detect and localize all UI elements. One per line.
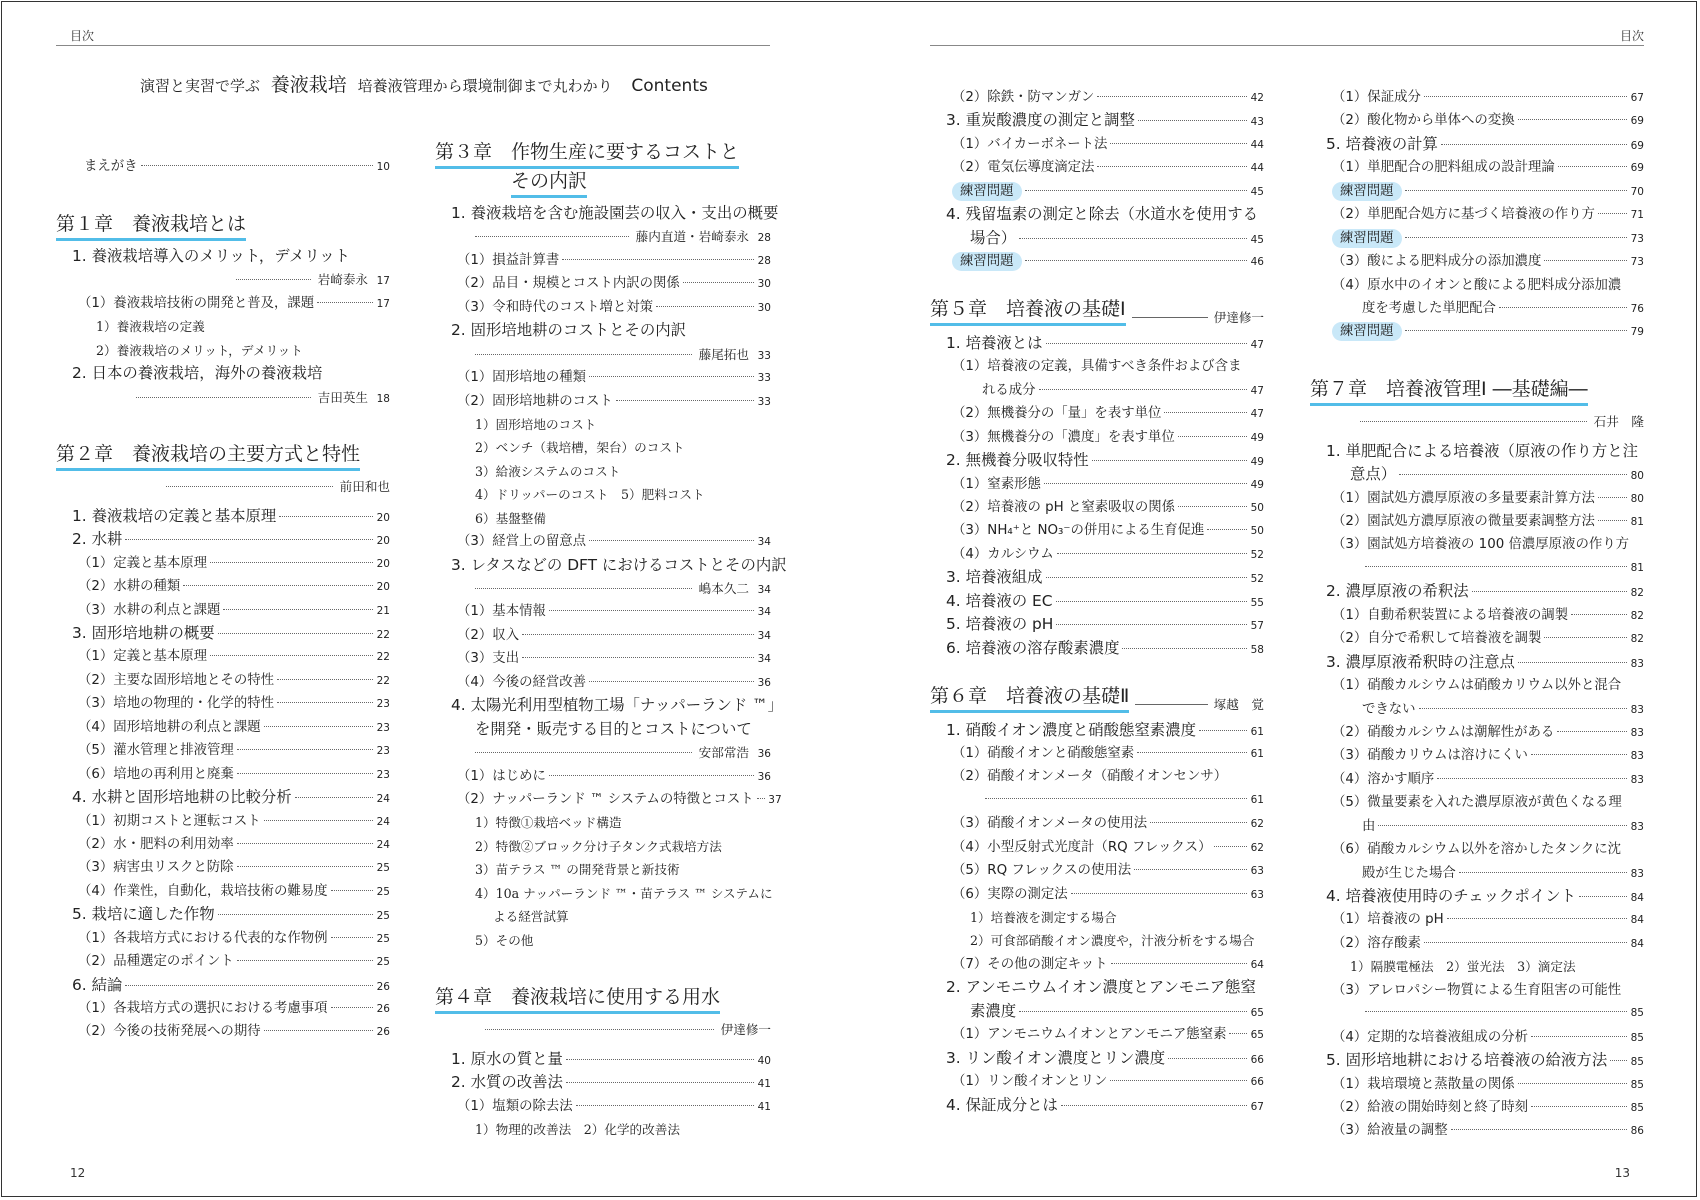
toc-entry[interactable]: （2）品目・規模とコスト内訳の関係 30 xyxy=(457,276,771,292)
toc-entry[interactable]: （2）硝酸カルシウムは潮解性がある 83 xyxy=(1332,724,1644,740)
toc-entry[interactable]: 1）隔膜電極法 2）蛍光法 3）滴定法 xyxy=(1350,959,1576,975)
right-page-number: 13 xyxy=(1614,1166,1630,1180)
toc-entry[interactable]: 4. 保証成分とは 67 xyxy=(946,1095,1264,1114)
toc-entry[interactable]: （3）硝酸カリウムは溶けにくい 83 xyxy=(1332,748,1644,764)
toc-entry[interactable]: （4）原水中のイオンと酸による肥料成分添加濃 xyxy=(1332,277,1622,293)
toc-entry[interactable]: 4. 水耕と固形培地耕の比較分析 24 xyxy=(72,788,390,807)
toc-author-line: 藤内直道・岩崎泰永 28 xyxy=(435,225,771,248)
exercise-entry[interactable]: 練習問題 79 xyxy=(1310,320,1644,343)
toc-entry[interactable]: （1）リン酸イオンとリン 66 xyxy=(952,1074,1264,1090)
toc-entry[interactable]: （1）塩類の除去法 41 xyxy=(457,1098,771,1114)
toc-entry[interactable]: 1）培養液を測定する場合 xyxy=(970,910,1117,925)
toc-entry[interactable]: 4）10a ナッパーランド ™・苗テラス ™ システムに xyxy=(475,885,773,901)
toc-entry[interactable]: 6. 結論 26 xyxy=(72,975,390,994)
toc-entry[interactable]: 3. リン酸イオン濃度とリン濃度 66 xyxy=(946,1048,1264,1067)
toc-entry[interactable]: （6）培地の再利用と廃棄 23 xyxy=(78,766,390,782)
toc-entry[interactable]: 6）基盤整備 xyxy=(475,510,546,526)
chapter-7-entries xyxy=(1310,440,1644,1143)
chapter-2-author: 前田和也 xyxy=(56,475,390,498)
toc-entry[interactable]: 1. 養液栽培導入のメリット，デメリット xyxy=(72,246,350,265)
toc-entry[interactable]: （2）単肥配合処方に基づく培養液の作り方 71 xyxy=(1332,207,1644,223)
toc-author-line: 岩崎泰永 17 xyxy=(56,268,390,291)
chapter-1-entries xyxy=(56,245,390,409)
toc-author-line: 藤尾拓也 33 xyxy=(435,343,771,366)
toc-entry[interactable]: （1）窒素形態 49 xyxy=(952,476,1264,492)
toc-entry[interactable]: 4. 培養液使用時のチェックポイント 84 xyxy=(1326,887,1644,905)
toc-entry[interactable]: （2）溶存酸素 84 xyxy=(1332,935,1644,951)
toc-entry[interactable]: （2）自分で希釈して培養液を調製 82 xyxy=(1332,631,1644,647)
toc-entry[interactable]: （2）今後の技術発展への期待 26 xyxy=(78,1024,390,1040)
exercise-entry[interactable]: 練習問題 70 xyxy=(1310,180,1644,203)
chapter-3-heading[interactable]: 第３章 作物生産に要するコストと その内訳 xyxy=(435,140,771,198)
toc-entry[interactable]: （1）園試処方濃厚原液の多量要素計算方法 80 xyxy=(1332,490,1644,506)
toc-entry[interactable]: （1）定義と基本原理 20 xyxy=(78,555,390,571)
chapter-2-heading[interactable]: 第２章 養液栽培の主要方式と特性 xyxy=(56,442,390,471)
toc-entry[interactable]: 1. 養液栽培を含む施設園芸の収入・支出の概要 xyxy=(451,204,779,222)
toc-entry[interactable]: 度を考慮した単肥配合 76 xyxy=(1362,300,1644,316)
exercise-entry[interactable]: 練習問題 46 xyxy=(930,250,1264,273)
toc-entry[interactable]: 2. 固形培地耕のコストとその内訳 xyxy=(451,321,687,340)
toc-entry[interactable]: 6. 培養液の溶存酸素濃度 58 xyxy=(946,638,1264,657)
toc-entry[interactable]: 4）ドリッパーのコスト 5）肥料コスト xyxy=(475,487,705,503)
toc-entry[interactable]: （1）固形培地の種類 33 xyxy=(457,370,771,386)
toc-entry[interactable]: 殿が生じた場合 83 xyxy=(1362,865,1644,881)
toc-entry[interactable]: （3）病害虫リスクと防除 25 xyxy=(78,860,390,876)
toc-entry[interactable]: （2）品種選定のポイント 25 xyxy=(78,954,390,970)
toc-entry[interactable]: 5）その他 xyxy=(475,932,534,948)
toc-entry[interactable]: （2）水・肥料の利用効率 24 xyxy=(78,836,390,852)
chapter-6-heading-line xyxy=(930,684,1264,713)
toc-entry[interactable]: 61 xyxy=(930,789,1264,812)
left-header-rule xyxy=(56,45,770,46)
toc-entry[interactable]: （4）カルシウム 52 xyxy=(952,546,1264,562)
toc-entry[interactable]: （4）今後の経営改善 36 xyxy=(457,674,771,690)
toc-entry[interactable]: れる成分 47 xyxy=(982,382,1264,398)
toc-entry[interactable]: （4）溶かす順序 83 xyxy=(1332,771,1644,787)
toc-entry[interactable]: （3）支出 34 xyxy=(457,651,771,667)
toc-entry[interactable]: （2）ナッパーランド ™ システムの特徴とコスト 37 xyxy=(457,791,782,807)
toc-entry[interactable]: （1）はじめに 36 xyxy=(457,768,771,784)
toc-entry[interactable]: （4）固形培地耕の利点と課題 23 xyxy=(78,719,390,735)
toc-entry[interactable]: 1）物理的改善法 2）化学的改善法 xyxy=(475,1122,680,1138)
toc-entry[interactable]: （3）園試処方培養液の 100 倍濃厚原液の作り方 xyxy=(1332,537,1630,553)
toc-entry[interactable]: （1）培養液の定義，具備すべき条件および含ま xyxy=(952,359,1242,375)
toc-entry[interactable]: （1）アンモニウムイオンとアンモニア態窒素 65 xyxy=(952,1027,1264,1043)
toc-entry[interactable]: （2）硝酸イオンメータ（硝酸イオンセンサ） xyxy=(952,769,1228,785)
toc-entry[interactable]: （2）給液の開始時刻と終了時刻 85 xyxy=(1332,1099,1644,1115)
toc-entry[interactable]: できない 83 xyxy=(1362,701,1644,717)
toc-entry[interactable]: 2）ベンチ（栽培槽，架台）のコスト xyxy=(475,440,685,456)
toc-entry[interactable]: 3. 固形培地耕の概要 22 xyxy=(72,624,390,642)
toc-entry[interactable]: （4）作業性，自動化，栽培技術の難易度 25 xyxy=(78,883,390,899)
toc-entry[interactable]: （2）酸化物から単体への変換 69 xyxy=(1332,113,1644,129)
toc-entry[interactable]: （1）硝酸カルシウムは硝酸カリウム以外と混合 xyxy=(1332,678,1622,694)
toc-entry[interactable]: （3）硝酸イオンメータの使用法 62 xyxy=(952,816,1264,832)
toc-column-2 xyxy=(435,140,787,1142)
chapter-5-heading[interactable]: 第５章 培養液の基礎Ⅰ xyxy=(930,297,1126,326)
toc-entry[interactable]: 3. 重炭酸濃度の測定と調整 43 xyxy=(946,111,1264,130)
right-header-rule xyxy=(930,45,1644,46)
chapter-5-entries xyxy=(930,332,1264,660)
toc-entry[interactable]: 2. 無機養分吸収特性 49 xyxy=(946,451,1264,470)
toc-entry[interactable]: 場合） 45 xyxy=(970,228,1264,247)
toc-entry[interactable]: （3）アレロパシー物質による生育阻害の可能性 xyxy=(1332,982,1622,998)
toc-entry[interactable]: （1）養液栽培技術の開発と普及，課題 17 xyxy=(78,295,390,311)
toc-author-line: 安部常浩 36 xyxy=(435,741,771,764)
toc-entry[interactable]: 4. 太陽光利用型植物工場「ナッパーランド ™」 xyxy=(451,696,783,715)
toc-entry[interactable]: 1）養液栽培の定義 xyxy=(96,319,205,335)
chapter-3-entries xyxy=(435,202,787,952)
toc-entry[interactable]: （3）水耕の利点と課題 21 xyxy=(78,602,390,618)
chapter-6-continued-entries xyxy=(1310,86,1644,344)
right-running-header: 目次 xyxy=(1619,29,1644,43)
toc-entry[interactable]: 5. 培養液の計算 69 xyxy=(1326,134,1644,153)
toc-entry[interactable]: （5）RQ フレックスの使用法 63 xyxy=(952,863,1264,879)
exercise-entry[interactable]: 練習問題 73 xyxy=(1310,227,1644,250)
toc-entry[interactable]: （3）酸による肥料成分の添加濃度 73 xyxy=(1332,254,1644,270)
toc-entry[interactable]: （1）初期コストと運転コスト 24 xyxy=(78,813,390,829)
toc-entry[interactable]: 3）給液システムのコスト xyxy=(475,463,621,479)
toc-entry[interactable]: 2. アンモニウムイオン濃度とアンモニア態窒 xyxy=(946,978,1256,997)
toc-entry[interactable]: （5）灌水管理と排液管理 23 xyxy=(78,743,390,759)
toc-entry[interactable]: （3）経営上の留意点 34 xyxy=(457,534,771,550)
chapter-4-heading[interactable]: 第４章 養液栽培に使用する用水 xyxy=(435,985,771,1014)
toc-entry[interactable]: （2）主要な固形培地とその特性 22 xyxy=(78,672,390,688)
exercise-entry[interactable]: 練習問題 45 xyxy=(930,180,1264,203)
toc-entry[interactable]: 2）養液栽培のメリット，デメリット xyxy=(96,342,303,358)
left-page-number: 12 xyxy=(70,1166,86,1180)
toc-entry[interactable]: （1）損益計算書 28 xyxy=(457,252,771,268)
toc-entry[interactable]: 1）特徴①栽培ベッド構造 xyxy=(475,815,622,831)
toc-entry[interactable]: （7）その他の測定キット 64 xyxy=(952,956,1264,972)
toc-entry[interactable]: 1. 養液栽培の定義と基本原理 20 xyxy=(72,506,390,525)
toc-entry[interactable]: （1）自動希釈装置による培養液の調製 82 xyxy=(1332,607,1644,623)
toc-entry[interactable]: 2. 日本の養液栽培，海外の養液栽培 xyxy=(72,364,323,383)
chapter-7-author: 石井 隆 xyxy=(1310,410,1644,433)
toc-entry[interactable]: 2. 水耕 20 xyxy=(72,530,390,549)
toc-entry[interactable]: （2）水耕の種類 20 xyxy=(78,579,390,595)
left-running-header: 目次 xyxy=(70,29,95,43)
toc-entry[interactable]: 5. 栽培に適した作物 25 xyxy=(72,905,390,924)
right-page xyxy=(850,0,1700,1200)
toc-entry[interactable]: （6）実際の測定法 63 xyxy=(952,886,1264,902)
toc-entry[interactable]: （3）令和時代のコスト増と対策 30 xyxy=(457,299,771,315)
chapter-6-heading[interactable]: 第６章 培養液の基礎Ⅱ xyxy=(930,684,1129,713)
chapter-5-author: 伊達修一 xyxy=(1213,309,1264,325)
toc-entry[interactable]: 1. 硝酸イオン濃度と硝酸態窒素濃度 61 xyxy=(946,720,1264,739)
toc-entry[interactable]: 2）特徴②ブロック分け子タンク式栽培方法 xyxy=(475,838,722,854)
toc-entry[interactable]: （2）固形培地耕のコスト 33 xyxy=(457,393,771,409)
toc-entry[interactable]: （2）収入 34 xyxy=(457,627,771,643)
toc-entry[interactable]: （1）各栽培方式における代表的な作物例 25 xyxy=(78,930,390,946)
toc-entry[interactable]: （3）無機養分の「濃度」を表す単位 49 xyxy=(952,429,1264,445)
chapter-7-heading[interactable]: 第７章 培養液管理Ⅰ ―基礎編― xyxy=(1310,377,1644,406)
toc-entry[interactable]: 3. 濃厚原液希釈時の注意点 83 xyxy=(1326,652,1644,671)
toc-entry[interactable]: 意点） 80 xyxy=(1350,465,1644,484)
chapter-2-entries xyxy=(56,505,390,1044)
toc-entry[interactable]: 由 83 xyxy=(1362,818,1644,834)
toc-entry[interactable]: （1）栽培環境と蒸散量の関係 85 xyxy=(1332,1076,1644,1092)
toc-entry[interactable]: （1）バイカーボネート法 44 xyxy=(952,136,1264,152)
toc-entry[interactable]: （1）保証成分 67 xyxy=(1332,90,1644,105)
toc-entry[interactable]: （1）各栽培方式の選択における考慮事項 26 xyxy=(78,1001,390,1016)
toc-entry[interactable]: （2）除鉄・防マンガン 42 xyxy=(952,90,1264,105)
toc-entry[interactable]: （5）微量要素を入れた濃厚原液が黄色くなる理 xyxy=(1332,795,1622,811)
toc-column-3 xyxy=(930,86,1264,1117)
toc-entry[interactable]: 2）可食部硝酸イオン濃度や，汁液分析をする場合 xyxy=(970,933,1255,949)
toc-entry[interactable]: 1. 単肥配合による培養液（原液の作り方と注 xyxy=(1326,441,1638,460)
chapter-6-entries xyxy=(930,719,1264,1117)
chapter-4-continued-entries xyxy=(930,86,1264,274)
toc-entry[interactable]: （3）NH₄⁺と NO₃⁻の併用による生育促進 50 xyxy=(952,523,1264,539)
toc-author-line: 嶋本久二 34 xyxy=(435,577,771,600)
toc-entry[interactable]: 5. 固形培地耕における培養液の給液方法 85 xyxy=(1326,1051,1644,1070)
toc-entry[interactable]: （1）基本情報 34 xyxy=(457,604,771,620)
toc-entry[interactable]: 1）固形培地のコスト xyxy=(475,416,597,432)
toc-entry[interactable]: （1）硝酸イオンと硝酸態窒素 61 xyxy=(952,745,1264,761)
toc-entry[interactable]: 4. 培養液の EC 55 xyxy=(946,591,1264,610)
toc-entry[interactable]: 85 xyxy=(1310,1002,1644,1025)
toc-entry[interactable]: （1）培養液の pH 84 xyxy=(1332,912,1644,928)
toc-author-line: 吉田英生 18 xyxy=(56,386,390,409)
toc-entry[interactable]: 2. 水質の改善法 41 xyxy=(451,1073,771,1092)
toc-entry[interactable]: 3. 培養液組成 52 xyxy=(946,568,1264,587)
title-prefix: 演習と実習で学ぶ xyxy=(140,77,261,95)
toc-entry[interactable]: （2）培養液の pH と窒素吸収の関係 50 xyxy=(952,500,1264,515)
title-english: Contents xyxy=(631,76,708,96)
chapter-4-author: 伊達修一 xyxy=(435,1018,771,1041)
toc-entry[interactable]: （1）単肥配合の肥料組成の設計理論 69 xyxy=(1332,160,1644,176)
toc-entry[interactable]: 81 xyxy=(1310,557,1644,580)
chapter-5-heading-line xyxy=(930,297,1264,326)
toc-entry[interactable]: を開発・販売する目的とコストについて xyxy=(475,719,752,738)
toc-entry[interactable]: 5. 培養液の pH 57 xyxy=(946,615,1264,634)
toc-entry[interactable]: （3）培地の物理的・化学的特性 23 xyxy=(78,696,390,712)
toc-entry[interactable]: 1. 原水の質と量 40 xyxy=(451,1049,771,1068)
title-subtitle: 培養液管理から環境制御まで丸わかり xyxy=(357,77,613,95)
toc-entry-preface[interactable]: まえがき 10 xyxy=(84,159,390,174)
toc-entry[interactable]: （4）定期的な培養液組成の分析 85 xyxy=(1332,1029,1644,1045)
toc-entry[interactable]: （1）定義と基本原理 22 xyxy=(78,649,390,665)
chapter-4-entries xyxy=(435,1048,771,1142)
toc-entry[interactable]: 1. 培養液とは 47 xyxy=(946,333,1264,352)
toc-column-4 xyxy=(1310,86,1644,1143)
toc-entry[interactable]: （3）給液量の調整 86 xyxy=(1332,1123,1644,1139)
toc-entry[interactable]: 3. レタスなどの DFT におけるコストとその内訳 xyxy=(451,555,787,574)
toc-entry[interactable]: （2）無機養分の「量」を表す単位 47 xyxy=(952,406,1264,422)
chapter-1-heading[interactable]: 第１章 養液栽培とは xyxy=(56,212,390,241)
chapter-6-author: 塚越 覚 xyxy=(1213,696,1264,712)
toc-entry[interactable]: （2）電気伝導度滴定法 44 xyxy=(952,160,1264,176)
toc-entry[interactable]: （4）小型反射式光度計（RQ フレックス） 62 xyxy=(952,839,1264,855)
toc-entry[interactable]: （2）園試処方濃厚原液の微量要素調整方法 81 xyxy=(1332,514,1644,529)
toc-entry[interactable]: 素濃度 65 xyxy=(970,1001,1264,1020)
toc-entry[interactable]: （6）硝酸カルシウム以外を溶かしたタンクに沈 xyxy=(1332,842,1621,858)
toc-entry[interactable]: 4. 残留塩素の測定と除去（水道水を使用する xyxy=(946,205,1258,224)
toc-column-1 xyxy=(56,155,390,1044)
toc-entry[interactable]: よる経営試算 xyxy=(493,909,569,925)
book-title xyxy=(140,70,708,97)
title-main: 養液栽培 xyxy=(270,74,347,96)
toc-entry[interactable]: 3）苗テラス ™ の開発背景と新技術 xyxy=(475,862,680,878)
toc-entry[interactable]: 2. 濃厚原液の希釈法 82 xyxy=(1326,582,1644,601)
